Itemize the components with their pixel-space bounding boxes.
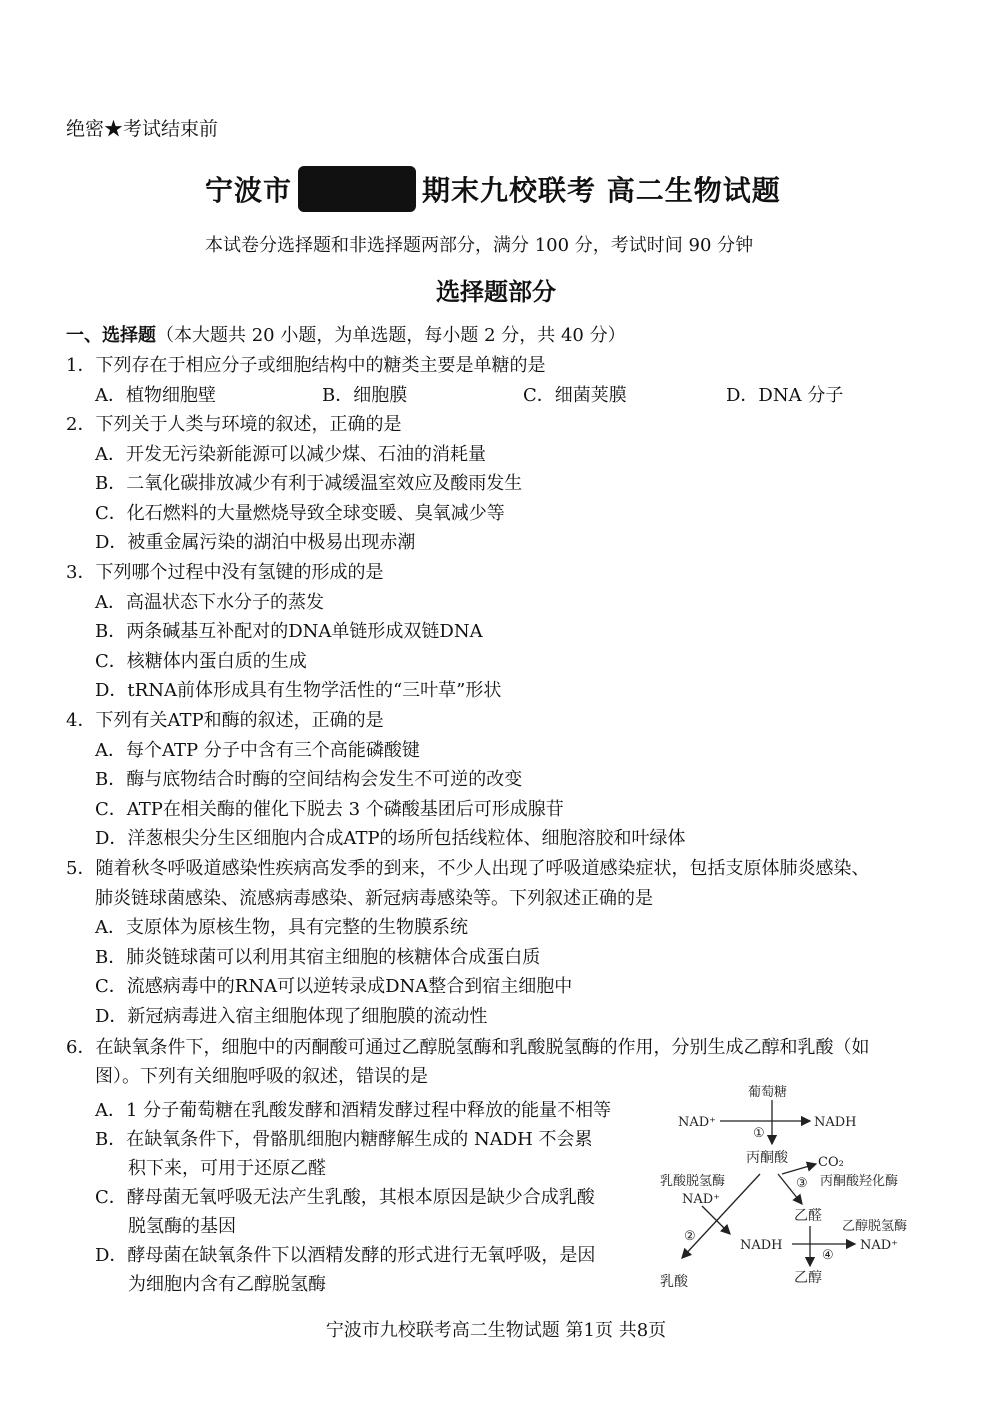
- part-heading-label: 一、选择题: [66, 325, 156, 346]
- question-5-option-d: D．新冠病毒进入宿主细胞体现了细胞膜的流动性: [95, 1006, 488, 1027]
- title-city: 宁波市: [205, 174, 293, 207]
- question-1-option-d: D．DNA 分子: [726, 385, 844, 406]
- label-alcohol-dehydrogenase: 乙醇脱氢酶: [842, 1219, 908, 1234]
- fermentation-pathway-diagram: [650, 1078, 950, 1300]
- section-heading: 选择题部分: [436, 278, 556, 306]
- label-lactate-dehydrogenase: 乳酸脱氢酶: [660, 1174, 726, 1189]
- question-5-stem-line-1: 5．随着秋冬呼吸道感染性疾病高发季的到来，不少人出现了呼吸道感染症状，包括支原体肺炎感染、: [66, 858, 870, 879]
- question-2-option-a: A．开发无污染新能源可以减少煤、石油的消耗量: [95, 444, 486, 465]
- label-nad-plus: NAD⁺: [678, 1115, 717, 1130]
- part-heading-note: （本大题共 20 小题，为单选题，每小题 2 分，共 40 分）: [156, 325, 626, 346]
- question-6-option-a: A．1 分子葡萄糖在乳酸发酵和酒精发酵过程中释放的能量不相等: [95, 1100, 612, 1121]
- question-2-stem: 2．下列关于人类与环境的叙述，正确的是: [66, 414, 402, 435]
- label-ethanol: 乙醇: [794, 1270, 822, 1286]
- label-nadh: NADH: [814, 1115, 857, 1130]
- label-pyruvate: 丙酮酸: [746, 1150, 788, 1166]
- exam-title: [205, 166, 781, 212]
- question-5-option-c: C．流感病毒中的RNA可以逆转录成DNA整合到宿主细胞中: [95, 976, 573, 997]
- label-lactate: 乳酸: [660, 1274, 688, 1290]
- page-footer: 宁波市九校联考高二生物试题 第1页 共8页: [325, 1320, 667, 1341]
- title-rest: 期末九校联考 高二生物试题: [422, 174, 781, 207]
- question-2-option-d: D．被重金属污染的湖泊中极易出现赤潮: [95, 532, 416, 553]
- label-nad-plus-3: NAD⁺: [860, 1238, 899, 1253]
- question-6-option-d-line-1: D．酵母菌在缺氧条件下以酒精发酵的形式进行无氧呼吸，是因: [95, 1245, 596, 1266]
- question-1-option-a: A．植物细胞壁: [95, 385, 216, 406]
- question-2-option-b: B．二氧化碳排放减少有利于减缓温室效应及酸雨发生: [95, 473, 523, 494]
- question-5-option-b: B．肺炎链球菌可以利用其宿主细胞的核糖体合成蛋白质: [95, 947, 541, 968]
- question-6-option-c-line-1: C．酵母菌无氧呼吸无法产生乳酸，其根本原因是缺少合成乳酸: [95, 1187, 595, 1208]
- exam-instructions: 本试卷分选择题和非选择题两部分，满分 100 分，考试时间 90 分钟: [205, 235, 754, 256]
- question-3-option-b: B．两条碱基互补配对的DNA单链形成双链DNA: [95, 621, 483, 642]
- question-3-option-a: A．高温状态下水分子的蒸发: [95, 592, 324, 613]
- label-pyruvate-enzyme: 丙酮酸羟化酶: [820, 1174, 899, 1189]
- confidential-label: 绝密★考试结束前: [66, 118, 219, 140]
- question-4-option-d: D．洋葱根尖分生区细胞内合成ATP的场所包括线粒体、细胞溶胶和叶绿体: [95, 828, 686, 849]
- question-5-stem-line-2: 肺炎链球菌感染、流感病毒感染、新冠病毒感染等。下列叙述正确的是: [95, 888, 653, 909]
- question-6-option-c-line-2: 脱氢酶的基因: [128, 1216, 236, 1237]
- label-co2: CO₂: [818, 1155, 844, 1170]
- question-4-stem: 4．下列有关ATP和酶的叙述，正确的是: [66, 710, 384, 731]
- label-glucose: 葡萄糖: [748, 1085, 788, 1100]
- part-heading: [66, 321, 626, 347]
- label-acetaldehyde: 乙醛: [794, 1208, 822, 1224]
- question-5-option-a: A．支原体为原核生物，具有完整的生物膜系统: [95, 917, 468, 938]
- label-nadh-2: NADH: [740, 1238, 783, 1253]
- label-step-2: ②: [684, 1229, 696, 1244]
- question-6-option-b-line-1: B．在缺氧条件下，骨骼肌细胞内糖酵解生成的 NADH 不会累: [95, 1129, 593, 1150]
- question-6-stem-line-1: 6．在缺氧条件下，细胞中的丙酮酸可通过乙醇脱氢酶和乳酸脱氢酶的作用，分别生成乙醇和乳酸（如: [66, 1037, 870, 1058]
- question-4-option-a: A．每个ATP 分子中含有三个高能磷酸键: [95, 740, 420, 761]
- label-step-1: ①: [753, 1126, 765, 1141]
- question-3-stem: 3．下列哪个过程中没有氢键的形成的是: [66, 562, 384, 583]
- question-2-option-c: C．化石燃料的大量燃烧导致全球变暖、臭氧减少等: [95, 503, 505, 524]
- question-4-option-b: B．酶与底物结合时酶的空间结构会发生不可逆的改变: [95, 769, 523, 790]
- question-1-option-c: C．细菌荚膜: [523, 385, 627, 406]
- label-nad-plus-2: NAD⁺: [682, 1192, 721, 1207]
- question-3-option-d: D．tRNA前体形成具有生物学活性的“三叶草”形状: [95, 680, 502, 701]
- question-1-option-b: B．细胞膜: [322, 385, 408, 406]
- question-4-option-c: C．ATP在相关酶的催化下脱去 3 个磷酸基团后可形成腺苷: [95, 799, 564, 820]
- question-6-stem-line-2: 图）。下列有关细胞呼吸的叙述，错误的是: [95, 1066, 428, 1087]
- label-step-3: ③: [796, 1176, 808, 1191]
- question-1-stem: 1．下列存在于相应分子或细胞结构中的糖类主要是单糖的是: [66, 355, 546, 376]
- redaction-mark: [298, 166, 416, 212]
- question-6-option-b-line-2: 积下来，可用于还原乙醛: [128, 1158, 326, 1179]
- label-step-4: ④: [822, 1248, 834, 1263]
- question-6-option-d-line-2: 为细胞内含有乙醇脱氢酶: [128, 1274, 326, 1295]
- question-3-option-c: C．核糖体内蛋白质的生成: [95, 651, 307, 672]
